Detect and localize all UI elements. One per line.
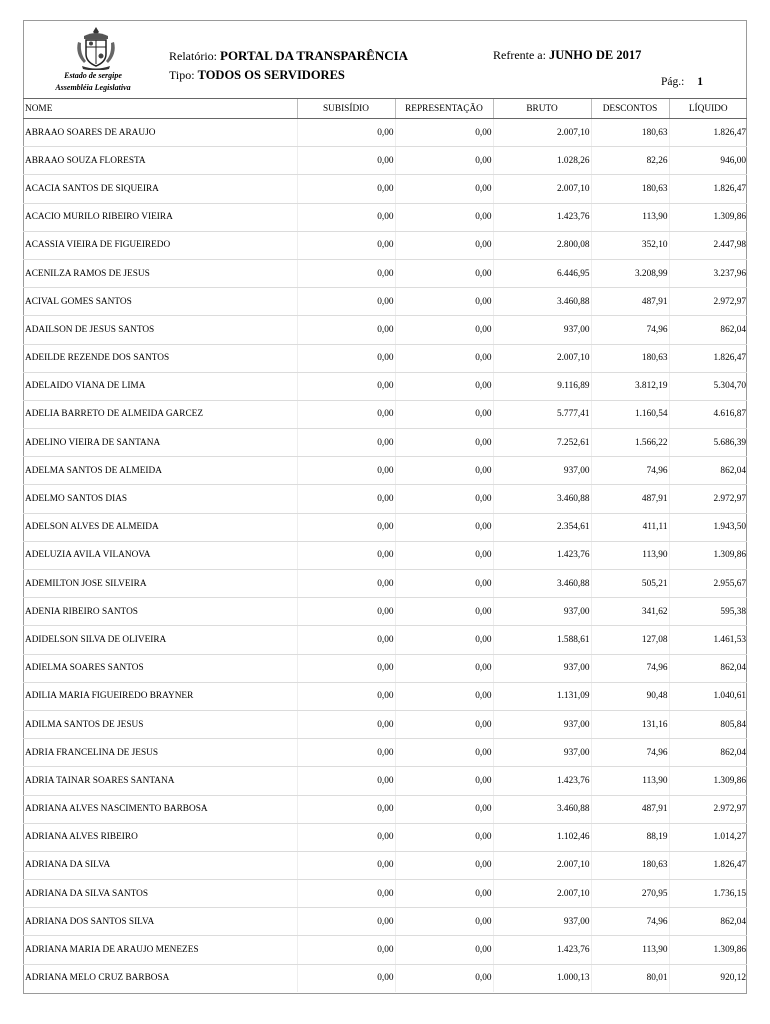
cell-bruto: 2.007,10 [493,344,591,372]
cell-bruto: 2.354,61 [493,513,591,541]
org-name: Assembléia Legislativa [55,83,131,92]
column-header-bruto: BRUTO [493,99,591,119]
cell-name: ADRIANA MELO CRUZ BARBOSA [25,973,170,984]
cell-liquido: 805,84 [669,710,747,738]
table-row [23,767,747,795]
table-row [23,259,747,287]
cell-name: ADELUZIA AVILA VILANOVA [23,541,297,569]
table-row [23,626,747,654]
cell-name: ADRIANA ALVES RIBEIRO [23,823,297,851]
report-header [23,20,747,98]
cell-descontos: 341,62 [591,598,669,626]
cell-subsidio: 0,00 [297,457,395,485]
cell-descontos: 80,01 [591,964,669,992]
cell-name: ADAILSON DE JESUS SANTOS [23,316,297,344]
table-row [23,372,747,400]
table-row [23,739,747,767]
cell-subsidio: 0,00 [297,851,395,879]
cell-bruto: 1.423,76 [493,203,591,231]
cell-representacao: 0,00 [395,908,493,936]
cell-liquido: 1.309,86 [669,936,747,964]
cell-name: ACACIO MURILO RIBEIRO VIEIRA [23,203,297,231]
cell-liquido: 2.972,97 [669,288,747,316]
table-row [23,231,747,259]
cell-descontos: 74,96 [591,739,669,767]
cell-representacao: 0,00 [395,372,493,400]
cell-bruto: 1.131,09 [493,682,591,710]
cell-bruto: 937,00 [493,316,591,344]
cell-bruto: 3.460,88 [493,288,591,316]
cell-bruto: 1.423,76 [493,767,591,795]
table-row [23,203,747,231]
cell-name: ADILMA SANTOS DE JESUS [23,710,297,738]
table-row [23,795,747,823]
cell-subsidio: 0,00 [297,259,395,287]
cell-representacao: 0,00 [395,485,493,513]
cell-liquido: 1.943,50 [669,513,747,541]
cell-subsidio: 0,00 [297,823,395,851]
cell-name: ADELSON ALVES DE ALMEIDA [23,513,297,541]
cell-liquido: 2.972,97 [669,795,747,823]
cell-representacao: 0,00 [395,823,493,851]
table-header-row [23,99,747,119]
cell-descontos: 1.566,22 [591,429,669,457]
reference-value: JUNHO DE 2017 [548,48,642,62]
salary-table [23,98,747,992]
cell-subsidio: 0,00 [297,372,395,400]
cell-representacao: 0,00 [395,147,493,175]
column-header-subsidio: SUBISÍDIO [297,99,395,119]
cell-descontos: 3.208,99 [591,259,669,287]
cell-representacao: 0,00 [395,457,493,485]
cell-liquido: 5.686,39 [669,429,747,457]
table-row [23,710,747,738]
cell-name: ADELAIDO VIANA DE LIMA [23,372,297,400]
cell-representacao: 0,00 [395,682,493,710]
cell-name: ABRAAO SOUZA FLORESTA [23,147,297,175]
cell-subsidio: 0,00 [297,513,395,541]
cell-descontos: 487,91 [591,485,669,513]
cell-name: ACACIA SANTOS DE SIQUEIRA [23,175,297,203]
org-state: Estado de sergipe [64,71,122,80]
cell-representacao: 0,00 [395,598,493,626]
cell-subsidio: 0,00 [297,541,395,569]
cell-name: ADELMA SANTOS DE ALMEIDA [23,457,297,485]
cell-representacao: 0,00 [395,851,493,879]
cell-descontos: 352,10 [591,231,669,259]
cell-subsidio: 0,00 [297,654,395,682]
cell-descontos: 487,91 [591,795,669,823]
table-row [23,880,747,908]
cell-bruto: 1.423,76 [493,936,591,964]
table-row [23,457,747,485]
cell-name: ADRIANA ALVES NASCIMENTO BARBOSA [23,795,297,823]
cell-subsidio: 0,00 [297,682,395,710]
cell-liquido: 920,12 [669,964,747,992]
cell-subsidio: 0,00 [297,203,395,231]
cell-subsidio: 0,00 [297,175,395,203]
cell-bruto: 2.800,08 [493,231,591,259]
cell-representacao: 0,00 [395,175,493,203]
cell-bruto: 1.588,61 [493,626,591,654]
cell-subsidio: 0,00 [297,908,395,936]
table-row [23,513,747,541]
cell-name: ADENIA RIBEIRO SANTOS [23,598,297,626]
cell-representacao: 0,00 [395,936,493,964]
report-title-line [169,48,408,64]
table-row [23,316,747,344]
cell-name: ADRIANA MARIA DE ARAUJO MENEZES [23,936,297,964]
cell-liquido: 1.309,86 [669,203,747,231]
cell-descontos: 180,63 [591,851,669,879]
cell-bruto: 1.102,46 [493,823,591,851]
cell-representacao: 0,00 [395,739,493,767]
cell-bruto: 937,00 [493,739,591,767]
cell-bruto: 6.446,95 [493,259,591,287]
table-row [23,344,747,372]
table-row [23,598,747,626]
cell-subsidio: 0,00 [297,400,395,428]
cell-descontos: 113,90 [591,541,669,569]
table-row [23,147,747,175]
cell-descontos: 411,11 [591,513,669,541]
cell-name: ADILIA MARIA FIGUEIREDO BRAYNER [23,682,297,710]
column-header-representacao: REPRESENTAÇÃO [395,99,493,119]
cell-representacao: 0,00 [395,231,493,259]
cell-descontos: 88,19 [591,823,669,851]
cell-liquido: 2.955,67 [669,570,747,598]
cell-representacao: 0,00 [395,880,493,908]
cell-representacao: 0,00 [395,541,493,569]
table-row [23,119,747,147]
cell-subsidio: 0,00 [297,795,395,823]
cell-name: ADEMILTON JOSE SILVEIRA [23,570,297,598]
cell-liquido: 946,00 [669,147,747,175]
cell-bruto: 937,00 [493,457,591,485]
cell-liquido: 862,04 [669,457,747,485]
cell-bruto: 937,00 [493,710,591,738]
table-row [23,654,747,682]
table-row [23,288,747,316]
cell-liquido: 1.309,86 [669,541,747,569]
cell-descontos: 74,96 [591,908,669,936]
cell-name: ACASSIA VIEIRA DE FIGUEIREDO [23,231,297,259]
cell-representacao: 0,00 [395,795,493,823]
cell-subsidio: 0,00 [297,626,395,654]
table-row [23,541,747,569]
cell-subsidio: 0,00 [297,767,395,795]
cell-representacao: 0,00 [395,513,493,541]
type-line [169,68,345,83]
cell-representacao: 0,00 [395,429,493,457]
cell-descontos: 180,63 [591,119,669,147]
cell-bruto: 937,00 [493,908,591,936]
cell-bruto: 2.007,10 [493,175,591,203]
cell-liquido: 4.616,87 [669,400,747,428]
report-label: Relatório: [169,49,217,63]
cell-subsidio: 0,00 [297,964,395,992]
cell-bruto: 3.460,88 [493,570,591,598]
cell-liquido: 862,04 [669,908,747,936]
cell-representacao: 0,00 [395,119,493,147]
cell-bruto: 1.028,26 [493,147,591,175]
cell-name: ADRIA TAINAR SOARES SANTANA [23,767,297,795]
cell-name: ADRIANA DA SILVA SANTOS [23,880,297,908]
cell-bruto: 7.252,61 [493,429,591,457]
cell-bruto: 1.000,13 [493,964,591,992]
cell-liquido: 1.826,47 [669,344,747,372]
cell-representacao: 0,00 [395,288,493,316]
table-row [23,400,747,428]
table-row [23,908,747,936]
cell-descontos: 113,90 [591,203,669,231]
cell-subsidio: 0,00 [297,485,395,513]
cell-descontos: 180,63 [591,344,669,372]
cell-name: ADELINO VIEIRA DE SANTANA [23,429,297,457]
cell-name: ADIELMA SOARES SANTOS [23,654,297,682]
cell-descontos: 113,90 [591,936,669,964]
cell-bruto: 2.007,10 [493,119,591,147]
cell-subsidio: 0,00 [297,119,395,147]
column-header-liquido: LÍQUIDO [669,99,747,119]
cell-subsidio: 0,00 [297,288,395,316]
cell-descontos: 74,96 [591,316,669,344]
cell-name: ADEILDE REZENDE DOS SANTOS [23,344,297,372]
cell-bruto: 1.423,76 [493,541,591,569]
cell-name: ADRIANA DOS SANTOS SILVA [23,908,297,936]
cell-representacao: 0,00 [395,626,493,654]
cell-descontos: 127,08 [591,626,669,654]
cell-subsidio: 0,00 [297,710,395,738]
table-row [23,851,747,879]
cell-representacao: 0,00 [395,710,493,738]
cell-liquido: 1.040,61 [669,682,747,710]
type-value: TODOS OS SERVIDORES [197,68,345,82]
cell-descontos: 180,63 [591,175,669,203]
cell-subsidio: 0,00 [297,880,395,908]
column-header-descontos: DESCONTOS [591,99,669,119]
cell-bruto: 937,00 [493,654,591,682]
cell-representacao: 0,00 [395,400,493,428]
cell-representacao: 0,00 [395,654,493,682]
cell-bruto: 937,00 [493,598,591,626]
cell-bruto: 3.460,88 [493,485,591,513]
table-row [23,175,747,203]
cell-name: ADIDELSON SILVA DE OLIVEIRA [23,626,297,654]
column-header-name: NOME [23,99,297,119]
cell-bruto: 3.460,88 [493,795,591,823]
cell-name: ACIVAL GOMES SANTOS [23,288,297,316]
cell-representacao: 0,00 [395,767,493,795]
cell-subsidio: 0,00 [297,936,395,964]
cell-liquido: 1.014,27 [669,823,747,851]
cell-representacao: 0,00 [395,570,493,598]
table-row [23,570,747,598]
cell-name: ADRIANA DA SILVA [23,851,297,879]
cell-name: ADELIA BARRETO DE ALMEIDA GARCEZ [23,400,297,428]
cell-subsidio: 0,00 [297,316,395,344]
cell-liquido: 595,38 [669,598,747,626]
cell-subsidio: 0,00 [297,739,395,767]
table-row [23,429,747,457]
cell-liquido: 5.304,70 [669,372,747,400]
cell-descontos: 1.160,54 [591,400,669,428]
cell-representacao: 0,00 [395,259,493,287]
cell-bruto: 9.116,89 [493,372,591,400]
cell-liquido: 2.972,97 [669,485,747,513]
cell-representacao: 0,00 [395,964,493,992]
cell-name: ADRIA FRANCELINA DE JESUS [23,739,297,767]
cell-descontos: 270,95 [591,880,669,908]
cell-liquido: 3.237,96 [669,259,747,287]
cell-name: ADELMO SANTOS DIAS [23,485,297,513]
cell-subsidio: 0,00 [297,570,395,598]
table-row [23,936,747,964]
cell-liquido: 1.826,47 [669,119,747,147]
cell-bruto: 2.007,10 [493,880,591,908]
cell-liquido: 862,04 [669,654,747,682]
cell-liquido: 1.826,47 [669,175,747,203]
cell-liquido: 862,04 [669,739,747,767]
cell-descontos: 487,91 [591,288,669,316]
cell-descontos: 131,16 [591,710,669,738]
reference-label: Refrente a: [493,48,546,62]
page-number: 1 [697,76,703,88]
cell-liquido: 1.826,47 [669,851,747,879]
cell-descontos: 82,26 [591,147,669,175]
cell-descontos: 3.812,19 [591,372,669,400]
cell-representacao: 0,00 [395,316,493,344]
cell-descontos: 113,90 [591,767,669,795]
page-number-line [661,76,703,88]
cell-subsidio: 0,00 [297,598,395,626]
cell-subsidio: 0,00 [297,344,395,372]
cell-representacao: 0,00 [395,203,493,231]
cell-descontos: 74,96 [591,457,669,485]
table-row [23,964,747,992]
cell-bruto: 2.007,10 [493,851,591,879]
cell-liquido: 2.447,98 [669,231,747,259]
cell-subsidio: 0,00 [297,231,395,259]
cell-subsidio: 0,00 [297,429,395,457]
table-row [23,682,747,710]
cell-liquido: 862,04 [669,316,747,344]
cell-descontos: 505,21 [591,570,669,598]
cell-descontos: 74,96 [591,654,669,682]
cell-name: ACENILZA RAMOS DE JESUS [23,259,297,287]
cell-representacao: 0,00 [395,344,493,372]
cell-subsidio: 0,00 [297,147,395,175]
cell-liquido: 1.461,53 [669,626,747,654]
type-label: Tipo: [169,68,195,82]
table-row [23,823,747,851]
cell-name: ABRAAO SOARES DE ARAUJO [23,119,297,147]
table-row [23,485,747,513]
page-label: Pág.: [661,76,685,88]
cell-liquido: 1.309,86 [669,767,747,795]
report-title: PORTAL DA TRANSPARÊNCIA [220,48,409,63]
coat-of-arms-icon [75,26,117,70]
cell-bruto: 5.777,41 [493,400,591,428]
reference-line [493,48,641,63]
cell-descontos: 90,48 [591,682,669,710]
cell-liquido: 1.736,15 [669,880,747,908]
